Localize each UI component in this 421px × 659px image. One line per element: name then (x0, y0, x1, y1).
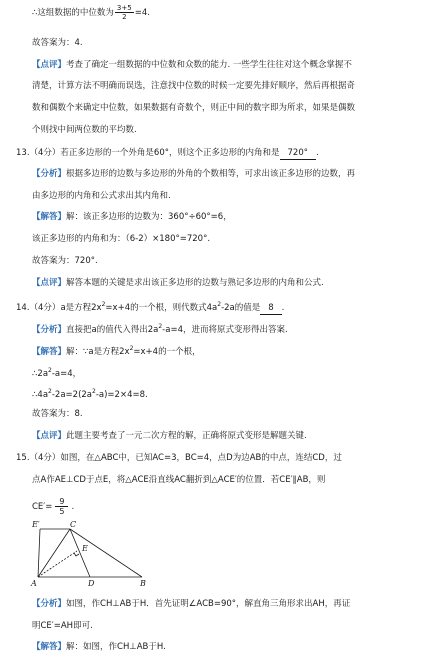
question-14: 14.（4分）a是方程$2x^2=x+4$的一个根，则代数式$4a^2-2a$的值是 8 . (16, 301, 285, 313)
comment-tag: 【点评】 (32, 60, 67, 70)
solution-line: 【解答】解：∵a是方程$2x^2=x+4$的一个根， (32, 345, 201, 357)
question-15: 点A作AE⊥CD于点E，将△ACE沿直线AC翻折到△ACE′的位置．若CE′∥AB，则 (32, 475, 326, 485)
solution-tag: 【解答】 (32, 642, 67, 652)
label-e-prime: E′ (32, 521, 40, 529)
segment-cb (70, 529, 142, 577)
solution-tag: 【解答】 (32, 212, 67, 222)
comment-line: 【点评】此题主要考查了一元二次方程的解，正确将原式变形是解题关键. (32, 431, 307, 441)
comment-line: 数和偶数个来确定中位数，如果数据有奇数个，则正中间的数字即为所求，如果是偶数 (32, 103, 356, 113)
label-d: D (88, 579, 95, 588)
analysis-tag: 【分析】 (32, 324, 67, 335)
segment-cd (70, 529, 90, 577)
label-b: B (140, 579, 146, 588)
analysis-line: 明CE′=AH即可. (32, 621, 93, 631)
comment-line: 【点评】解答本题的关键是求出该正多边形的边数与熟记多边形的内角和公式. (32, 278, 324, 288)
label-a: A (31, 579, 37, 588)
comment-tag: 【点评】 (32, 431, 67, 441)
comment-line: 【点评】考查了确定一组数据的中位数和众数的能力. 一些学生往往对这个概念掌握不 (32, 60, 352, 70)
segment-ae (38, 551, 77, 577)
analysis-line: 【分析】如图，作CH⊥AB于H．首先证明∠ACB=90°，解直角三角形求出AH，再证 (32, 599, 351, 609)
label-c: C (70, 521, 77, 529)
answer-blank: 8 (260, 302, 281, 315)
solution-line: $\therefore 4a^2-2a=2(2a^2-a)=2\times 4=8$. (32, 388, 148, 400)
analysis-line: 【分析】直接把a的值代入得出$2a^2-a=4$，进而将原式变形得出答案. (32, 323, 288, 335)
question-15-answer: CE′= $\frac{9}{5}$ . (32, 497, 75, 516)
question-15: 15.（4分）如图，在△ABC中，已知AC=3，BC=4，点D为边AB的中点，连结CD，过 (16, 453, 342, 463)
analysis-tag: 【分析】 (32, 599, 67, 609)
solution-tag: 【解答】 (32, 346, 67, 357)
answer-line: 故答案为：720°. (32, 256, 98, 266)
answer-line: 故答案为：4. (32, 38, 83, 48)
question-13: 13.（4分）若正多边形的一个外角是60°，则这个正多边形的内角和是 720° . (16, 148, 319, 158)
answer-fraction: $\frac{9}{5}$ (55, 497, 68, 516)
answer-blank: 720° (280, 147, 316, 160)
triangle-figure (30, 521, 160, 589)
label-e: E (82, 544, 88, 553)
right-angle-mark (74, 553, 79, 556)
median-conclusion: ∴这组数据的中位数为 $\frac{3+5}{2}$ =4. (32, 4, 150, 21)
comment-tag: 【点评】 (32, 278, 67, 288)
analysis-tag: 【分析】 (32, 169, 67, 179)
fraction: $\frac{3+5}{2}$ (116, 4, 132, 21)
segment-e1a (38, 529, 40, 577)
comment-line: 个则找中间两位数的平均数. (32, 125, 137, 135)
analysis-line: 由多边形的内角和公式求出其内角和. (32, 191, 171, 201)
solution-line: 【解答】解：该正多边形的边数为：360°÷60°=6， (32, 212, 232, 222)
comment-line: 清楚，计算方法不明确而误选，注意找中位数的时候一定要先排好顺序，然后再根据奇 (32, 81, 356, 91)
analysis-line: 【分析】根据多边形的边数与多边形的外角的个数相等，可求出该正多边形的边数，再 (32, 169, 356, 179)
segment-ac (38, 529, 70, 577)
solution-line: 该正多边形的内角和为：（6-2）×180°=720°. (32, 234, 211, 244)
answer-line: 故答案为：8. (32, 409, 83, 419)
solution-line: 【解答】解：如图，作CH⊥AB于H. (32, 642, 166, 652)
solution-line: $\therefore 2a^2-a=4$， (32, 367, 82, 379)
